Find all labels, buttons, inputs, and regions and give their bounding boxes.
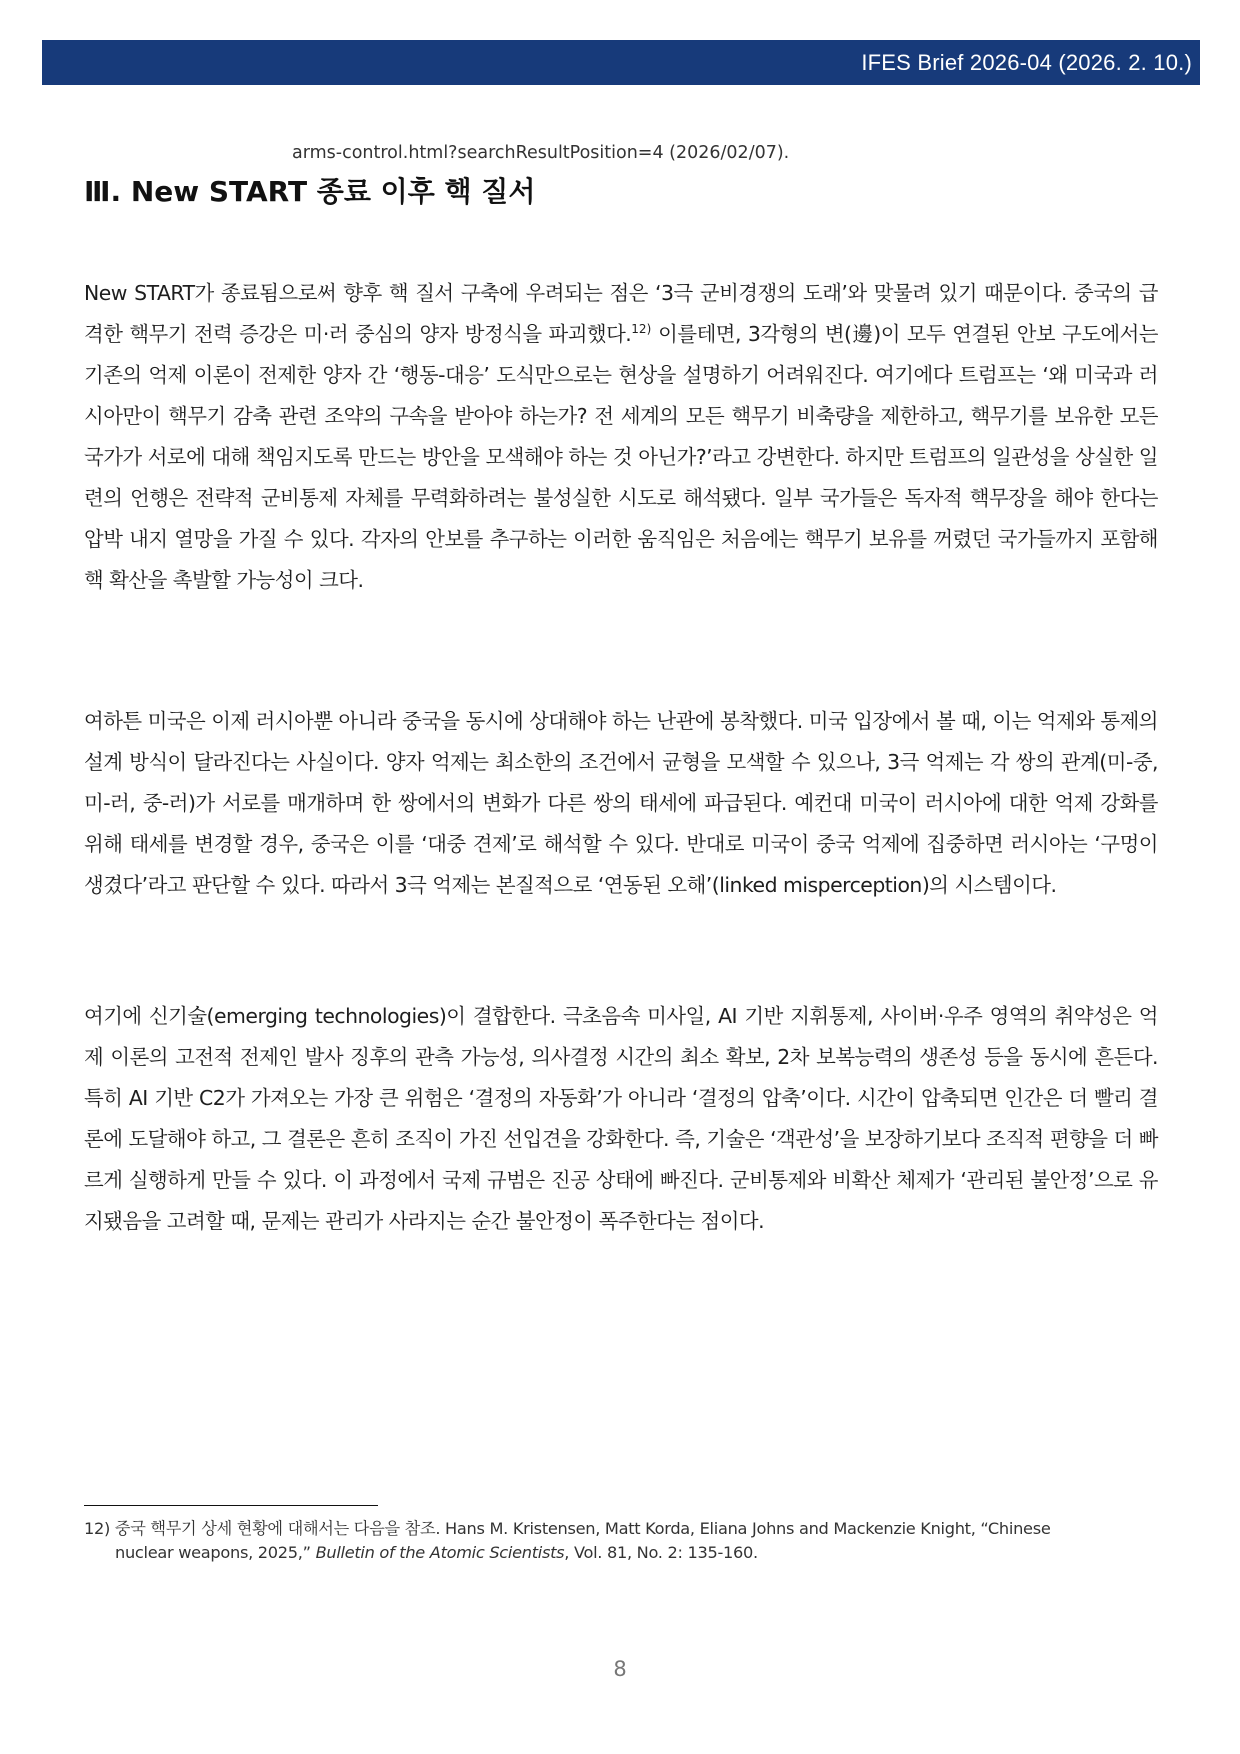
reference-continuation: arms-control.html?searchResultPosition=4 (2026/02/07). <box>292 143 790 163</box>
body-paragraph-3: 여기에 신기술(emerging technologies)이 결합한다. 극초음속 미사일, AI 기반 지휘통제, 사이버·우주 영역의 취약성은 억제 이론의 고전적 전제인 발사 징후의 관측 가능성, 의사결정 시간의 최소 확보, 2차 보복능력의 생존성 등을 동시에 흔든다. 특히 AI 기반 C2가 가져오는 가장 큰 위험은 ‘결정의 자동화’가 아니라 ‘결정의 압축’이다. 시간이 압축되면 인간은 더 빨리 결론에 도달해야 하고, 그 결론은 흔히 조직이 가진 선입견을 강화한다. 즉, 기술은 ‘객관성’을 보장하기보다 조직적 편향을 더 빠르게 실행하게 만들 수 있다. 이 과정에서 국제 규범은 진공 상태에 빠진다. 군비통제와 비확산 체제가 ‘관리된 불안정’으로 유지됐음을 고려할 때, 문제는 관리가 사라지는 순간 불안정이 폭주한다는 점이다. <box>84 1004 1158 1233</box>
footnote-text-line-1: 중국 핵무기 상세 현황에 대해서는 다음을 참조. Hans M. Kristensen, Matt Korda, Eliana Johns and Mackenzie Knight, “Chinese <box>110 1519 1051 1538</box>
section-title: Ⅲ. New START 종료 이후 핵 질서 <box>84 175 536 208</box>
footnote-divider <box>84 1505 378 1506</box>
body-paragraph-2: 여하튼 미국은 이제 러시아뿐 아니라 중국을 동시에 상대해야 하는 난관에 봉착했다. 미국 입장에서 볼 때, 이는 억제와 통제의 설계 방식이 달라진다는 사실이다. 양자 억제는 최소한의 조건에서 균형을 모색할 수 있으나, 3극 억제는 각 쌍의 관계(미-중, 미-러, 중-러)가 서로를 매개하며 한 쌍에서의 변화가 다른 쌍의 태세에 파급된다. 예컨대 미국이 러시아에 대한 억제 강화를 위해 태세를 변경할 경우, 중국은 이를 ‘대중 견제’로 해석할 수 있다. 반대로 미국이 중국 억제에 집중하면 러시아는 ‘구멍이 생겼다’라고 판단할 수 있다. 따라서 3극 억제는 본질적으로 ‘연동된 오해’(linked misperception)의 시스템이다. <box>84 709 1158 897</box>
footnote <box>84 1517 1160 1565</box>
footnote-citation-details: , Vol. 81, No. 2: 135-160. <box>564 1543 758 1562</box>
footnote-line-2 <box>84 1541 1160 1565</box>
footnote-marker[interactable]: 12) <box>631 322 652 337</box>
paragraph-1-part-a: New START가 종료됨으로써 향후 핵 질서 구축에 우려되는 점은 ‘3극 군비경쟁의 도래’와 맞물려 있기 때문이다. 중국의 급격한 핵무기 전력 증강은 미·러 중심의 양자 방정식을 파괴했다. <box>84 281 1158 346</box>
header-label: IFES Brief 2026-04 (2026. 2. 10.) <box>861 49 1192 75</box>
footnote-number: 12) <box>84 1519 111 1538</box>
page-number: 8 <box>613 1657 627 1681</box>
header-bar <box>42 40 1200 85</box>
paragraph-1-part-b: 이를테면, 3각형의 변(邊)이 모두 연결된 안보 구도에서는 기존의 억제 이론이 전제한 양자 간 ‘행동-대응’ 도식만으로는 현상을 설명하기 어려워진다. 여기에다 트럼프는 ‘왜 미국과 러시아만이 핵무기 감축 관련 조약의 구속을 받아야 하는가? 전 세계의 모든 핵무기 비축량을 제한하고, 핵무기를 보유한 모든 국가가 서로에 대해 책임지도록 만드는 방안을 모색해야 하는 것 아닌가?’라고 강변한다. 하지만 트럼프의 일관성을 상실한 일련의 언행은 전략적 군비통제 자체를 무력화하려는 불성실한 시도로 해석됐다. 일부 국가들은 독자적 핵무장을 해야 한다는 압박 내지 열망을 가질 수 있다. 각자의 안보를 추구하는 이러한 움직임은 처음에는 핵무기 보유를 꺼렸던 국가들까지 포함해 핵 확산을 촉발할 가능성이 크다. <box>84 322 1158 592</box>
body-paragraph-1 <box>84 273 1158 601</box>
footnote-text-line-2: nuclear weapons, 2025,” <box>115 1543 316 1562</box>
footnote-journal-title: Bulletin of the Atomic Scientists <box>315 1543 565 1562</box>
